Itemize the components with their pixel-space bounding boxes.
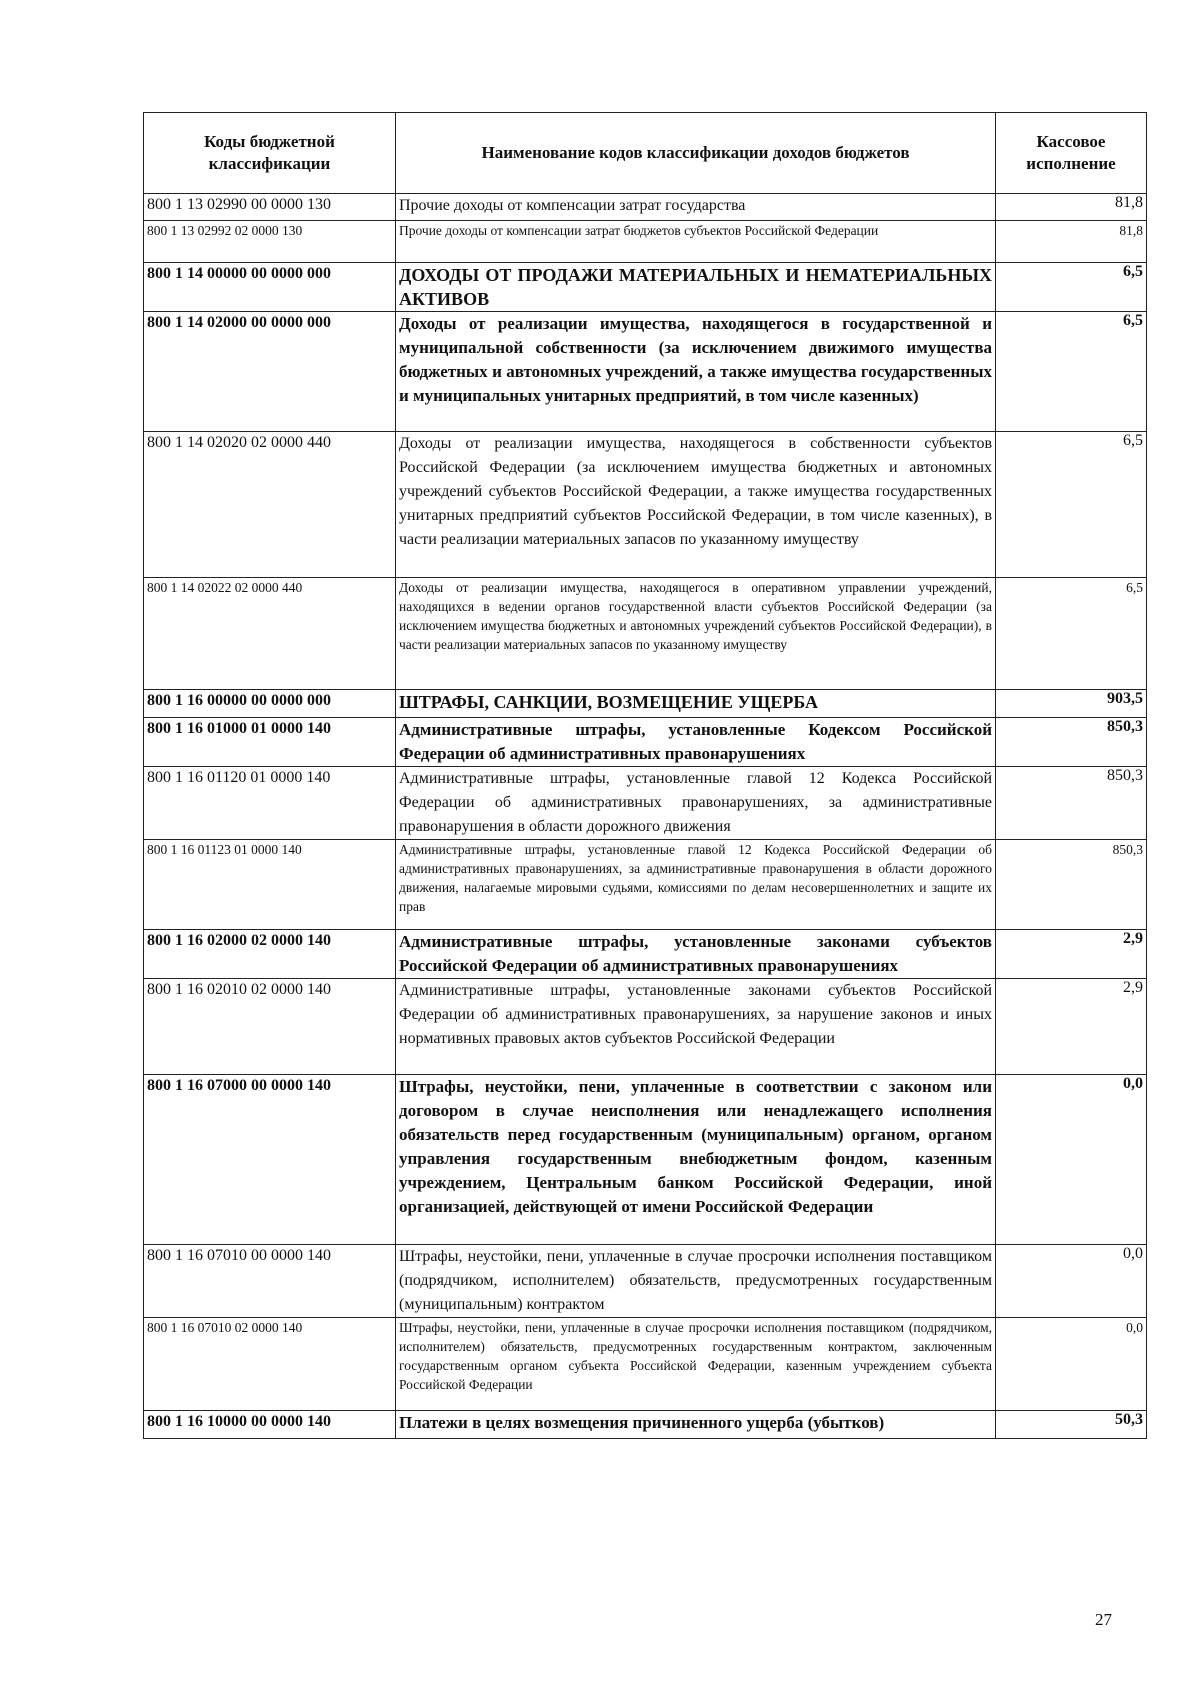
row-name: Штрафы, неустойки, пени, уплаченные в соответствии с законом или договором в случае неисполнения или ненадлежащего исполнения обязательств перед государственным (муниципальным) органом, органом управления государственным внебюджетным фондом, казенным учреждением, Центральным банком Российской Федерации, иной организацией, действующей от имени Российской Федерации [396,1075,996,1245]
row-amount: 50,3 [996,1411,1147,1439]
row-code: 800 1 14 02020 02 0000 440 [144,432,396,578]
table-row [144,312,1147,432]
row-code: 800 1 16 02000 02 0000 140 [144,930,396,979]
row-code: 800 1 16 00000 00 0000 000 [144,690,396,718]
table-row [144,1411,1147,1439]
row-amount: 81,8 [996,194,1147,221]
table-row [144,690,1147,718]
row-name: Прочие доходы от компенсации затрат государства [396,194,996,221]
table-header-row [144,113,1147,194]
row-name: ДОХОДЫ ОТ ПРОДАЖИ МАТЕРИАЛЬНЫХ И НЕМАТЕРИАЛЬНЫХ АКТИВОВ [396,263,996,312]
row-amount: 81,8 [996,221,1147,263]
table-row [144,1318,1147,1411]
row-code: 800 1 16 07000 00 0000 140 [144,1075,396,1245]
row-name: Штрафы, неустойки, пени, уплаченные в случае просрочки исполнения поставщиком (подрядчиком, исполнителем) обязательств, предусмотренных государственным контрактом, заключенным государственным органом субъекта Российской Федерации, казенным учреждением субъекта Российской Федерации [396,1318,996,1411]
row-name: Доходы от реализации имущества, находящегося в государственной и муниципальной собственности (за исключением движимого имущества бюджетных и автономных учреждений, а также имущества государственных и муниципальных унитарных предприятий, в том числе казенных) [396,312,996,432]
row-amount: 903,5 [996,690,1147,718]
row-name: Доходы от реализации имущества, находящегося в оперативном управлении учреждений, находящихся в ведении органов государственной власти субъектов Российской Федерации (за исключением имущества бюджетных и автономных учреждений субъектов Российской Федерации), в части реализации материальных запасов по указанному имуществу [396,578,996,690]
table-row [144,979,1147,1075]
row-amount: 850,3 [996,718,1147,767]
row-name: Административные штрафы, установленные главой 12 Кодекса Российской Федерации об административных правонарушениях, за административные правонарушения в области дорожного движения, налагаемые мировыми судьями, комиссиями по делам несовершеннолетних и защите их прав [396,840,996,930]
row-amount: 850,3 [996,840,1147,930]
row-code: 800 1 14 02022 02 0000 440 [144,578,396,690]
page-number: 27 [1095,1610,1112,1629]
row-name: Административные штрафы, установленные законами субъектов Российской Федерации об административных правонарушениях, за нарушение законов и иных нормативных правовых актов субъектов Российской Федерации [396,979,996,1075]
row-amount: 0,0 [996,1075,1147,1245]
table-row [144,221,1147,263]
row-code: 800 1 14 02000 00 0000 000 [144,312,396,432]
table-row [144,263,1147,312]
row-code: 800 1 16 10000 00 0000 140 [144,1411,396,1439]
row-amount: 6,5 [996,312,1147,432]
row-name: Административные штрафы, установленные Кодексом Российской Федерации об административных правонарушениях [396,718,996,767]
row-code: 800 1 14 00000 00 0000 000 [144,263,396,312]
table-row [144,1075,1147,1245]
row-name: Доходы от реализации имущества, находящегося в собственности субъектов Российской Федерации (за исключением имущества бюджетных и автономных учреждений субъектов Российской Федерации, а также имущества государственных унитарных предприятий субъектов Российской Федерации, в том числе казенных), в части реализации материальных запасов по указанному имуществу [396,432,996,578]
row-amount: 2,9 [996,930,1147,979]
row-code: 800 1 13 02990 00 0000 130 [144,194,396,221]
table-row [144,840,1147,930]
row-code: 800 1 13 02992 02 0000 130 [144,221,396,263]
row-code: 800 1 16 02010 02 0000 140 [144,979,396,1075]
table-row [144,930,1147,979]
row-code: 800 1 16 01120 01 0000 140 [144,767,396,840]
row-name: Прочие доходы от компенсации затрат бюджетов субъектов Российской Федерации [396,221,996,263]
header-code-name: Наименование кодов классификации доходов бюджетов [396,113,996,194]
row-code: 800 1 16 07010 00 0000 140 [144,1245,396,1318]
row-name: Платежи в целях возмещения причиненного ущерба (убытков) [396,1411,996,1439]
row-name: Административные штрафы, установленные главой 12 Кодекса Российской Федерации об административных правонарушениях, за административные правонарушения в области дорожного движения [396,767,996,840]
row-amount: 6,5 [996,578,1147,690]
table-row [144,194,1147,221]
row-amount: 2,9 [996,979,1147,1075]
row-amount: 0,0 [996,1245,1147,1318]
table-row [144,718,1147,767]
row-name: Штрафы, неустойки, пени, уплаченные в случае просрочки исполнения поставщиком (подрядчиком, исполнителем) обязательств, предусмотренных государственным (муниципальным) контрактом [396,1245,996,1318]
table-row [144,432,1147,578]
row-name: Административные штрафы, установленные законами субъектов Российской Федерации об административных правонарушениях [396,930,996,979]
table-row [144,1245,1147,1318]
header-cash-execution: Кассовое исполнение [996,113,1147,194]
row-name: ШТРАФЫ, САНКЦИИ, ВОЗМЕЩЕНИЕ УЩЕРБА [396,690,996,718]
row-code: 800 1 16 01000 01 0000 140 [144,718,396,767]
row-code: 800 1 16 07010 02 0000 140 [144,1318,396,1411]
table-row [144,767,1147,840]
row-amount: 850,3 [996,767,1147,840]
row-amount: 6,5 [996,432,1147,578]
budget-income-table [143,112,1147,1439]
header-budget-code: Коды бюджетной классификации [144,113,396,194]
row-amount: 0,0 [996,1318,1147,1411]
row-code: 800 1 16 01123 01 0000 140 [144,840,396,930]
table-row [144,578,1147,690]
row-amount: 6,5 [996,263,1147,312]
